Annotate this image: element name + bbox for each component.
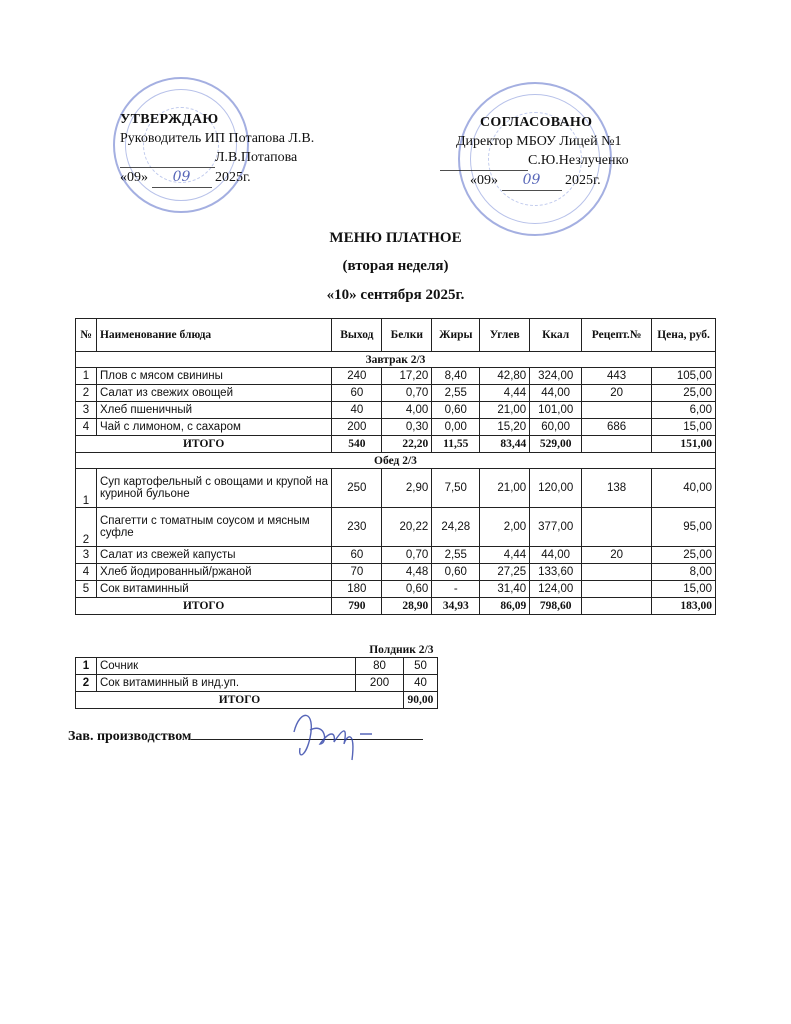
- cell-dish: Сок витаминный: [96, 581, 331, 598]
- cell-carbs: 4,44: [480, 385, 530, 402]
- section-label: Обед 2/3: [76, 453, 716, 469]
- cell-carbs: 27,25: [480, 564, 530, 581]
- approve-left-date: [120, 168, 380, 188]
- cell-fat: 7,50: [432, 469, 480, 508]
- total-cell-fat: 11,55: [432, 436, 480, 453]
- approve-right-year: 2025г.: [565, 173, 601, 188]
- cell-recipe: [582, 564, 652, 581]
- table-header: [76, 319, 716, 352]
- cell-protein: 4,00: [382, 402, 432, 419]
- cell-carbs: 2,00: [480, 508, 530, 547]
- cell-num: 1: [76, 469, 97, 508]
- section-breakfast: [76, 352, 716, 368]
- cell-carbs: 4,44: [480, 547, 530, 564]
- header-recipe: Рецепт.№: [582, 319, 652, 352]
- cell-num: 4: [76, 419, 97, 436]
- cell-recipe: [582, 402, 652, 419]
- cell-fat: -: [432, 581, 480, 598]
- cell-protein: 0,70: [382, 385, 432, 402]
- total-cell-fat: 34,93: [432, 598, 480, 615]
- cell-carbs: 21,00: [480, 469, 530, 508]
- cell-num: 3: [76, 402, 97, 419]
- cell-recipe: 20: [582, 547, 652, 564]
- cell-num: 2: [76, 508, 97, 547]
- menu-subtitle: (вторая неделя): [342, 258, 449, 274]
- approve-left-heading: УТВЕРЖДАЮ: [120, 112, 219, 127]
- cell-price: 25,00: [652, 547, 716, 564]
- cell-recipe: 20: [582, 385, 652, 402]
- cell-fat: 24,28: [432, 508, 480, 547]
- cell-price: 15,00: [652, 419, 716, 436]
- header-protein: Белки: [382, 319, 432, 352]
- table-row: [76, 419, 716, 436]
- cell-recipe: 686: [582, 419, 652, 436]
- total-cell-output: 540: [332, 436, 382, 453]
- total-cell-carbs: 86,09: [480, 598, 530, 615]
- cell-num: 1: [76, 658, 97, 675]
- total-cell-output: 790: [332, 598, 382, 615]
- cell-protein: 2,90: [382, 469, 432, 508]
- cell-fat: 2,55: [432, 385, 480, 402]
- approve-right-sign-line: [440, 151, 670, 171]
- approve-left-name: Л.В.Потапова: [215, 150, 298, 165]
- cell-dish: Суп картофельный с овощами и крупой на куриной бульоне: [96, 469, 331, 508]
- cell-fat: 2,55: [432, 547, 480, 564]
- footer-label: Зав. производством: [68, 729, 192, 744]
- total-cell-kcal: 529,00: [530, 436, 582, 453]
- table-row: [76, 675, 438, 692]
- table-row: [76, 368, 716, 385]
- cell-kcal: 133,60: [530, 564, 582, 581]
- approve-left-position: Руководитель ИП Потапова Л.В.: [120, 131, 315, 146]
- cell-protein: 20,22: [382, 508, 432, 547]
- cell-carbs: 42,80: [480, 368, 530, 385]
- cell-protein: 0,60: [382, 581, 432, 598]
- cell-dish: Салат из свежих овощей: [96, 385, 331, 402]
- cell-price: 50: [403, 658, 437, 675]
- cell-kcal: 124,00: [530, 581, 582, 598]
- cell-output: 70: [332, 564, 382, 581]
- cell-price: 15,00: [652, 581, 716, 598]
- cell-kcal: 324,00: [530, 368, 582, 385]
- total-price: 90,00: [403, 692, 437, 709]
- header-fat: Жиры: [432, 319, 480, 352]
- cell-carbs: 21,00: [480, 402, 530, 419]
- approve-right-month: 09: [502, 171, 562, 191]
- signature-left: [120, 148, 215, 168]
- cell-num: 1: [76, 368, 97, 385]
- header-dish: Наименование блюда: [96, 319, 331, 352]
- cell-output: 240: [332, 368, 382, 385]
- cell-output: 200: [332, 419, 382, 436]
- table-row: [76, 564, 716, 581]
- approve-left-block: [120, 110, 380, 188]
- cell-dish: Спагетти с томатным соусом и мясным суфле: [96, 508, 331, 547]
- cell-dish: Сочник: [96, 658, 355, 675]
- approve-left-sign-line: [120, 148, 380, 168]
- table-row: [76, 385, 716, 402]
- snack-table: [75, 642, 438, 709]
- cell-num: 5: [76, 581, 97, 598]
- cell-dish: Плов с мясом свинины: [96, 368, 331, 385]
- section-label: Завтрак 2/3: [76, 352, 716, 368]
- cell-dish: Сок витаминный в инд.уп.: [96, 675, 355, 692]
- section-label: Полдник 2/3: [76, 642, 438, 658]
- total-cell-protein: 28,90: [382, 598, 432, 615]
- total-label: ИТОГО: [76, 598, 332, 615]
- cell-fat: 0,00: [432, 419, 480, 436]
- cell-num: 3: [76, 547, 97, 564]
- cell-output: 80: [356, 658, 404, 675]
- cell-output: 180: [332, 581, 382, 598]
- signature-right: [440, 151, 528, 171]
- table-row: [76, 508, 716, 547]
- signature-footer: [286, 700, 376, 765]
- cell-kcal: 60,00: [530, 419, 582, 436]
- total-cell-price: 151,00: [652, 436, 716, 453]
- cell-fat: 0,60: [432, 564, 480, 581]
- menu-table: [75, 318, 716, 615]
- cell-num: 2: [76, 675, 97, 692]
- approve-right-day: «09»: [470, 173, 498, 188]
- cell-price: 6,00: [652, 402, 716, 419]
- total-cell-price: 183,00: [652, 598, 716, 615]
- cell-output: 60: [332, 385, 382, 402]
- cell-kcal: 44,00: [530, 547, 582, 564]
- cell-kcal: 101,00: [530, 402, 582, 419]
- cell-dish: Хлеб йодированный/ржаной: [96, 564, 331, 581]
- cell-price: 95,00: [652, 508, 716, 547]
- table-row: [76, 658, 438, 675]
- cell-carbs: 15,20: [480, 419, 530, 436]
- table-row: [76, 402, 716, 419]
- cell-output: 200: [356, 675, 404, 692]
- approve-right-name: С.Ю.Незлученко: [528, 153, 629, 168]
- section-snack: [76, 642, 438, 658]
- cell-num: 2: [76, 385, 97, 402]
- header-price: Цена, руб.: [652, 319, 716, 352]
- cell-protein: 0,30: [382, 419, 432, 436]
- cell-recipe: [582, 581, 652, 598]
- cell-protein: 0,70: [382, 547, 432, 564]
- approve-right-block: [440, 113, 670, 191]
- approve-right-heading: СОГЛАСОВАНО: [480, 115, 593, 130]
- approve-left-day: «09»: [120, 170, 148, 185]
- cell-fat: 8,40: [432, 368, 480, 385]
- cell-output: 40: [332, 402, 382, 419]
- cell-price: 105,00: [652, 368, 716, 385]
- menu-date: «10» сентября 2025г.: [326, 287, 465, 303]
- cell-recipe: 138: [582, 469, 652, 508]
- approve-right-position: Директор МБОУ Лицей №1: [456, 134, 622, 149]
- cell-dish: Салат из свежей капусты: [96, 547, 331, 564]
- cell-price: 40,00: [652, 469, 716, 508]
- total-cell-recipe: [582, 436, 652, 453]
- approve-left-year: 2025г.: [215, 170, 251, 185]
- total-row: [76, 598, 716, 615]
- cell-kcal: 377,00: [530, 508, 582, 547]
- header-carbs: Углев: [480, 319, 530, 352]
- cell-kcal: 44,00: [530, 385, 582, 402]
- header-kcal: Ккал: [530, 319, 582, 352]
- menu-title: МЕНЮ ПЛАТНОЕ: [329, 230, 462, 246]
- cell-price: 25,00: [652, 385, 716, 402]
- table-row: [76, 547, 716, 564]
- cell-recipe: [582, 508, 652, 547]
- cell-protein: 4,48: [382, 564, 432, 581]
- cell-num: 4: [76, 564, 97, 581]
- cell-dish: Чай с лимоном, с сахаром: [96, 419, 331, 436]
- header-output: Выход: [332, 319, 382, 352]
- approve-right-date: [440, 171, 670, 191]
- section-lunch: [76, 453, 716, 469]
- total-label: ИТОГО: [76, 436, 332, 453]
- header-num: №: [76, 319, 97, 352]
- cell-recipe: 443: [582, 368, 652, 385]
- cell-output: 230: [332, 508, 382, 547]
- cell-output: 60: [332, 547, 382, 564]
- total-cell-protein: 22,20: [382, 436, 432, 453]
- table-row: [76, 581, 716, 598]
- cell-dish: Хлеб пшеничный: [96, 402, 331, 419]
- table-row: [76, 469, 716, 508]
- total-row: [76, 692, 438, 709]
- cell-price: 8,00: [652, 564, 716, 581]
- cell-price: 40: [403, 675, 437, 692]
- cell-kcal: 120,00: [530, 469, 582, 508]
- total-label: ИТОГО: [76, 692, 404, 709]
- cell-carbs: 31,40: [480, 581, 530, 598]
- total-row: [76, 436, 716, 453]
- total-cell-recipe: [582, 598, 652, 615]
- total-cell-kcal: 798,60: [530, 598, 582, 615]
- total-cell-carbs: 83,44: [480, 436, 530, 453]
- cell-output: 250: [332, 469, 382, 508]
- cell-protein: 17,20: [382, 368, 432, 385]
- cell-fat: 0,60: [432, 402, 480, 419]
- approve-left-month: 09: [152, 168, 212, 188]
